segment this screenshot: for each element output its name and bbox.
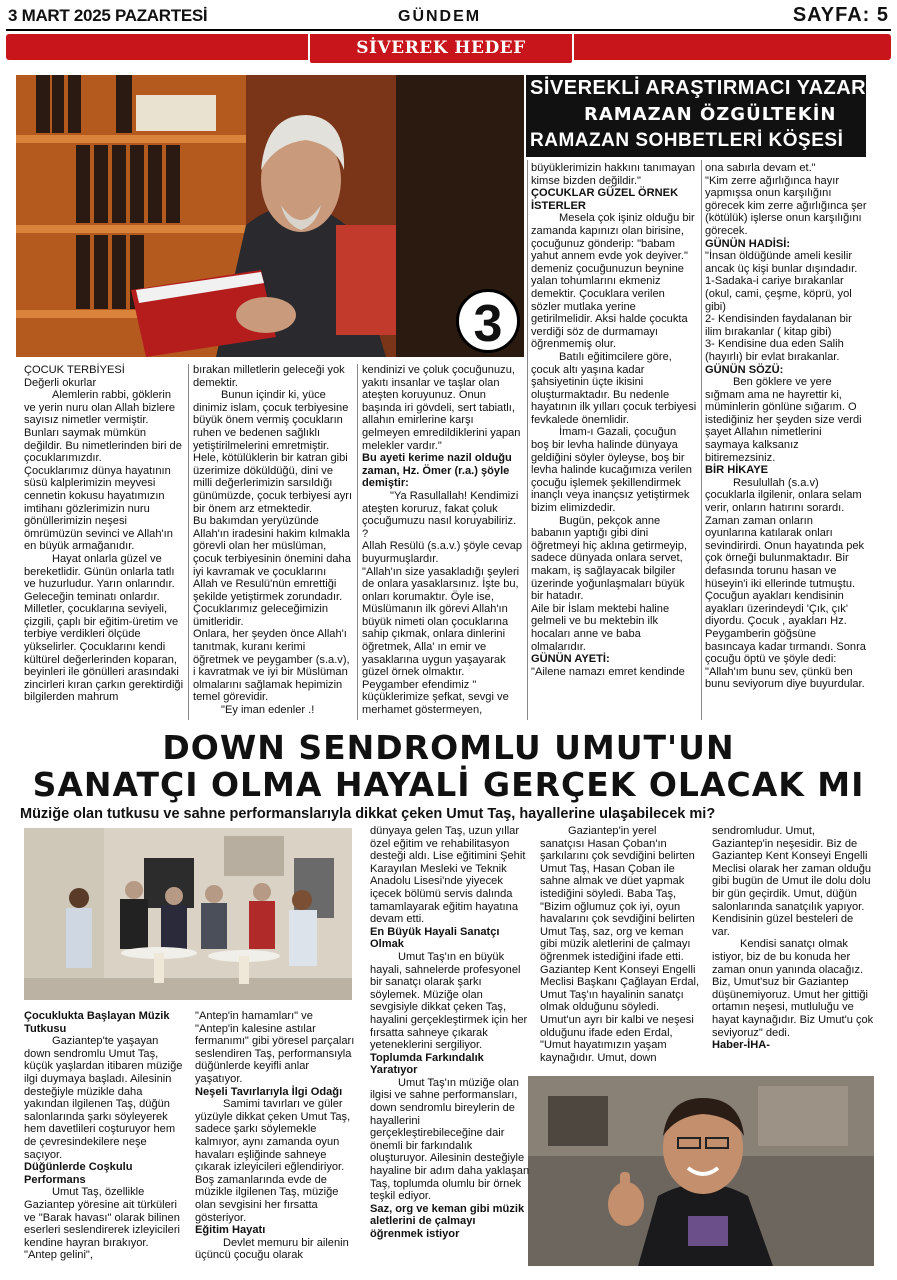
article2-subheadline: Müziğe olan tutkusu ve sahne performanslarıyla dikkat çeken Umut Taş, hayallerine ulaşabilecek mi?	[20, 806, 716, 822]
paragraph: sendromludur. Umut, Gaziantep'in neşesidir. Biz de Gaziantep Kent Konseyi Engelli Meclisi olarak her zaman olduğu gibi bugün de Umut ile dolu dolu bir gün geçirdik. Umut, düğün salonlarında sanatçılık yapıyor. Kendisinin güzel besteleri de var.	[712, 825, 872, 938]
issue-date: 3 MART 2025 PAZARTESİ	[8, 6, 208, 25]
section-name: GÜNDEM	[398, 8, 482, 25]
paragraph-heading: GÜNÜN AYETİ:	[531, 653, 610, 666]
column-divider	[701, 160, 702, 720]
paragraph: Hayat onlarla güzel ve bereketlidir. Günün onlarla tatlı ve huzurludur. Yarın onlarındır. Geleceğin teminatı onlardır. Milletler, çocuklarına seviyeli, çizgili, çaplı bir eğitim-üretim ve terbiye verdikleri ölçüde yükselirler. Çocuklarını kendi kültürel değerlerinden koparan, beyinleri ile gönülleri arasındaki zincirleri kıran çarkın gerektirdiği bilgilerden mahrum	[24, 552, 184, 704]
paragraph: Gaziantep Kent Konseyi Engelli Meclisi Başkanı Çağlayan Erdal, Umut Taş'ın hayalinin sanatçı olmak olduğunu söyledi. Umut'un ayrı bir kalbi ve neşesi olduğunu ifade eden Erdal, "Umut hayatımızın yaşam kaynağıdır. Umut, down	[540, 963, 700, 1064]
paragraph: Bunları saymak mümkün değildir. Bu nimetlerinden biri de çocuklarımızdır.	[24, 426, 182, 465]
paragraph: Bugün, pekçok anne babanın yaptığı gibi dini öğretmeyi hiç aklına getirmeyip, sadece dünyada onlara servet, makam, iş sağlayacak bilgiler üzerinde yoğunlaşmaları büyük bir hatadır.	[531, 514, 687, 603]
paragraph-heading: GÜNÜN SÖZÜ:	[705, 363, 784, 376]
paragraph: İmam-ı Gazali, çocuğun boş bir levha halinde dünyaya geldiğini söyler öyleyse, boş bir levha halinde kucağımıza verilen çocuğu işlemek şekillendirmek inançlı veya inançsız yetiştirmek bizim elimizdedir.	[531, 426, 692, 515]
column-title: RAMAZAN SOHBETLERİ KÖŞESİ	[530, 130, 844, 151]
paragraph-heading: Haber-İHA-	[712, 1039, 770, 1052]
paragraph: Devlet memuru bir ailenin üçüncü çocuğu olarak	[195, 1236, 349, 1262]
article2-column-3	[370, 825, 530, 1241]
column-divider	[357, 364, 358, 720]
paragraph: 3- Kendisine dua eden Salih (hayırlı) bir evlat bırakanlar.	[705, 338, 844, 363]
paragraph: Bu bakımdan yeryüzünde Allah'ın iradesini hakim kılmakla görevli olan her müslüman, çocuk terbiyesinin önemini daha iyi kavramak ve çocuklarını Allah ve Resulü'nün emrettiği şekilde yetiştirmek zorundadır. Çocuklarımız geleceğimizin ümitleridir.	[193, 515, 351, 628]
paragraph: Hele, kötülüklerin bir katran gibi üzerimize döküldüğü, dini ve milli değerlerimizin sarsıldığı günümüzde, çocuk terbiyesi ayrı bir önem arz etmektedir.	[193, 452, 353, 515]
article1-column-1	[24, 364, 184, 704]
umut-photo	[528, 1076, 874, 1266]
article1-column-4	[531, 162, 697, 678]
paragraph-heading: Toplumda Farkındalık Yaratıyor	[370, 1051, 484, 1077]
paragraph: Mesela çok işiniz olduğu bir zamanda kapınızı olan birisine, çocuğunuz gönderip: "babam yahut annem evde yok deyiver." demeniz çocuğunuzun beynine yalan tohumlarını ekmeniz demektir. Çocuklara verilen sözler mutlaka yerine getirilmelidir. Aksi halde çocukta verdiği söz de durmamayı öğrenmemiş olur.	[531, 212, 695, 351]
paragraph: Aile bir İslam mektebi haline gelmeli ve bu mektebin ilk hocaları anne ve baba olmalarıdır.	[531, 602, 670, 653]
paragraph: "Antep'in hamamları" ve "Antep'in kalesine astılar fermanımı" gibi yöresel parçaları seslendiren Taş, performansıyla düğünlerde keyifli anlar yaşatıyor.	[195, 1010, 355, 1085]
author-name: RAMAZAN ÖZGÜLTEKİN	[584, 104, 837, 125]
paragraph: Gaziantep'in yerel sanatçısı Hasan Çoban'ın şarkılarını çok sevdiğini belirten Umut Taş, Hasan Çoban ile sahne almak ve düet yapmak istediğini söyledi. Baba Taş, "Bizim oğlumuz çok iyi, oyun havalarını çok sevdiğini belirten Umut Taş, saz, org ve keman gibi müzik aletlerini de çalmayı öğrenmek istediğini ifade etti.	[540, 825, 695, 963]
page-number: SAYFA: 5	[792, 4, 889, 26]
paragraph: Umut Taş, özellikle Gaziantep yöresine ait türküleri ve "Barak havası" olarak bilinen eserleri seslendirerek izleyicileri kendine hayran bırakıyor. "Antep gelini",	[24, 1186, 180, 1262]
paragraph: Samimi tavırları ve güler yüzüyle dikkat çeken Umut Taş, sadece şarkı söylemekle kalmıyor, aynı zamanda oyun havaları eşliğinde sahneye çıkarak izleyicileri eğlendiriyor. Boş zamanlarında evde de müzikle ilgilenen Taş, müziğe olan sevgisini her fırsatta gösteriyor.	[195, 1098, 351, 1224]
paragraph: Değerli okurlar	[24, 376, 97, 389]
newspaper-name: SİVEREK HEDEF	[308, 34, 574, 65]
paragraph-heading: GÜNÜN HADİSİ:	[705, 237, 791, 250]
author-photo-illustration	[16, 75, 524, 357]
paragraph: Ben göklere ve yere sığmam ama ne hayrettir ki, müminlerin gönlüne sığarım. O istediğiniz her şeyden size verdi şayet Allahın nimetlerini saymaya kalksanız bitiremezsiniz.	[705, 376, 862, 464]
paragraph: Alemlerin rabbi, göklerin ve yerin nuru olan Allah bizlere sayısız nimetler vermiştir.	[24, 389, 176, 427]
paragraph: "İnsan öldüğünde ameli kesilir ancak üç kişi bunlar dışındadır. 1-Sadaka-i cariye bırakanlar (okul, cami, çeşme, köprü, yol gibi)	[705, 250, 858, 313]
paragraph: Umut Taş'ın en büyük hayali, sahnelerde profesyonel bir sanatçı olarak şarkı söylemek. Müziğe olan sevgisiyle dikkat çeken Taş, hayalini gerçekleştirmek için her fırsatta sahneye çıkarak yeteneklerini sergiliyor.	[370, 950, 528, 1052]
paragraph: "Ailene namazı emret kendinde	[531, 665, 685, 678]
paragraph: kendinizi ve çoluk çocuğunuzu, yakıtı insanlar ve taşlar olan ateşten koruyunuz. Onun başında iri gövdeli, sert tabiatlı, allahın emirlerine karşı gelmeyen emredildiklerini yapan melekler vardır."	[362, 364, 521, 452]
article2-column-4	[540, 825, 700, 1064]
author-intro: SİVEREKLİ ARAŞTIRMACI YAZAR	[530, 77, 867, 99]
article1-column-3	[362, 364, 524, 717]
paragraph: Bunun içindir ki, yüce dinimiz islam, çocuk terbiyesine büyük önem vermiş çocukların ruhen ve bedenen sağlıklı yetiştirilmelerini emretmiştir.	[193, 389, 349, 452]
paragraph: büyüklerimizin hakkını tanımayan kimse bizden değildir."	[531, 162, 696, 187]
paragraph: "Ey iman edenler .!	[221, 704, 315, 717]
group-photo	[24, 828, 352, 1000]
paragraph-heading: Çocuklukta Başlayan Müzik Tutkusu	[24, 1010, 170, 1035]
article1-column-5	[705, 162, 867, 691]
article2-column-1	[24, 1010, 184, 1262]
paragraph: ÇOCUK TERBİYESİ	[24, 364, 125, 376]
paragraph: Batılı eğitimcilere göre, çocuk altı yaşına kadar şahsiyetinin üçte ikisini oluşturmaktadır. Bu nedenle hayatının ilk yılları çocuk terbiyesi fevkalede önemlidir.	[531, 350, 697, 426]
paragraph: Kendisi sanatçı olmak istiyor, biz de bu konuda her zaman onun yanında olacağız. Biz, Umut'suz bir Gaziantep düşünemiyoruz. Umut her gittiği ortamın neşesi, mutluluğu ve hayat kaynağıdır. Biz Umut'u çok seviyoruz" dedi.	[712, 938, 874, 1039]
paragraph: Umut Taş'ın müziğe olan ilgisi ve sahne performansları, down sendromlu bireylerin de hayallerini gerçekleştirebileceğine dair önemli bir farkındalık oluşturuyor. Ailesinin desteğiyle hayaline bir adım daha yaklaşan Taş, toplumda olumlu bir örnek teşkil ediyor.	[370, 1076, 530, 1203]
paragraph: Allah Resülü (s.a.v.) şöyle cevap buyurmuşlardır.	[362, 540, 523, 565]
paragraph: 2- Kendisinden faydalanan bir ilim bırakanlar ( kitap gibi)	[705, 313, 852, 338]
paragraph: bırakan milletlerin geleceği yok demektir.	[193, 364, 345, 389]
column-divider	[188, 364, 189, 720]
paragraph-heading: Neşeli Tavırlarıyla İlgi Odağı	[195, 1085, 343, 1098]
group-photo-illustration	[24, 828, 352, 1000]
article2-column-2	[195, 1010, 355, 1262]
paragraph: "Ya Rasullallah! Kendimizi ateşten koruruz, fakat çoluk çocuğumuzu nasıl koruyabiliriz. ?	[362, 489, 519, 540]
paragraph: "Kim zerre ağırlığınca hayır yapmışsa onun karşılığını görecek kim zerre ağırlığınca şer (kötülük) işlerse onun karşılığını görecek.	[705, 174, 867, 237]
paragraph: dünyaya gelen Taş, uzun yıllar özel eğitim ve rehabilitasyon desteği aldı. Lise eğitimini Şehit Karayılan Mesleki ve Teknik Anadolu Lisesi'nde yiyecek içecek bölümü servis dalında tamamlayarak eğitim hayatına devam etti.	[370, 825, 526, 926]
paragraph-heading: ÇOCUKLAR GÜZEL ÖRNEK İSTERLER	[531, 187, 679, 212]
paragraph: "Allah'ın size yasakladığı şeyleri de onlara yasaklarsınız. İşte bu, onları korumaktır. Öyle ise, Müslümanın ilk görevi Allah'ın büyük nimeti olan çocuklarına sahip çıkmak, onlara dinlerini öğretmek, Alla' ın emir ve yasaklarına uygun yaşayarak güzel örnek olmaktır. Peygamber efendimiz " küçüklerimize şefkat, sevgi ve merhamet göstermeyen,	[362, 565, 520, 717]
umut-photo-illustration	[528, 1076, 874, 1266]
paragraph: Onlara, her şeyden önce Allah'ı tanıtmak, kuranı kerimi öğretmek ve peygamber (s.a.v), i kavratmak ve iyi bir Müslüman olmalarını sağlamak hepimizin temel görevidir.	[193, 628, 350, 704]
paragraph: Gaziantep'te yaşayan down sendromlu Umut Taş, küçük yaşlardan itibaren müziğe ilgi duymaya başladı. Ailesinin desteğiyle müzikle daha yakından ilgilenen Taş, düğün salonlarında şarkı söyleyerek hem davetlileri coşturuyor hem de çevresindekilere neşe saçıyor.	[24, 1035, 183, 1161]
paragraph-heading: Saz, org ve keman gibi müzik aletlerini de çalmayı öğrenmek istiyor	[370, 1202, 525, 1240]
paragraph: Çocuklarımız dünya hayatının süsü kalplerimizin meyvesi cennetin kokusu hayatımızın imtihanı gözlerimizin nuru gönüllerimizin neşesi ömrümüzün sevinci ve Allah'ın en büyük armağanıdır.	[24, 464, 173, 553]
column-divider	[527, 160, 528, 720]
paragraph-heading: Eğitim Hayatı	[195, 1224, 266, 1237]
article1-column-2	[193, 364, 353, 717]
paragraph-heading: En Büyük Hayali Sanatçı Olmak	[370, 925, 500, 951]
article2-column-5	[712, 825, 874, 1052]
header-rule	[6, 29, 891, 31]
paragraph-heading: BİR HİKAYE	[705, 464, 769, 477]
author-photo	[16, 75, 524, 357]
paragraph-heading: Bu ayeti kerime nazil olduğu zaman, Hz. Ömer (r.a.) şöyle demiştir:	[362, 452, 512, 490]
article2-headline-1: DOWN SENDROMLU UMUT'UN	[162, 728, 735, 767]
article2-headline-2: SANATÇI OLMA HAYALİ GERÇEK OLACAK MI	[32, 765, 865, 804]
paragraph: Resulullah (s.a.v) çocuklarla ilgilenir, onlara selam verir, onların hatırını sorardı. Zaman zaman onların oyunlarına katılarak onları sevindirirdi. Onun hayatında pek çok örneği bulunmaktadır. Bir defasında torunu hasan ve hüseyin'i iki ellerinde tutmuştu. Çocuğun ayakları kendisinin ayakları üzerindeydi 'Çık, çık' diyordu. Çocuk , ayakları Hz. Peygamberin göğsüne basıncaya kadar tırmandı. Sonra çocuğu öptü ve şöyle dedi: "Allah'ım bunu sev, çünkü ben bunu seviyorum diye buyurdular.	[705, 476, 866, 691]
paragraph: ona sabırla devam et."	[705, 162, 816, 174]
paragraph-heading: Düğünlerde Coşkulu Performans	[24, 1161, 133, 1186]
column-badge: 3	[456, 289, 520, 353]
